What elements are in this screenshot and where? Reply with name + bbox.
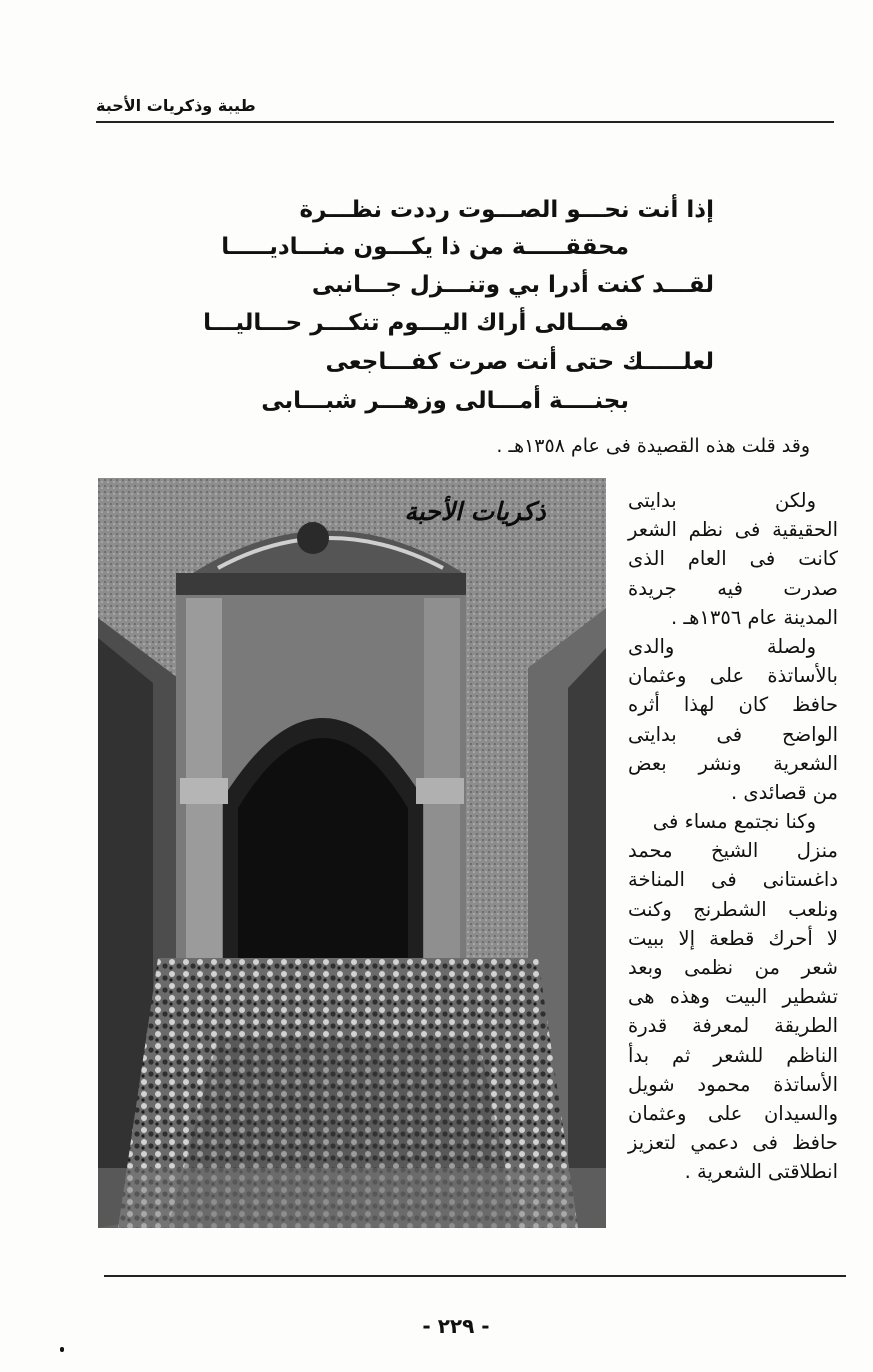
photo-caption: ذكريات الأحبة	[404, 497, 546, 526]
poem-line-6: بجنــــة أمـــالى وزهـــر شبـــابى	[261, 388, 629, 414]
body-line: والسيدان على وعثمان	[628, 1101, 838, 1125]
body-line: كانت فى العام الذى	[628, 547, 838, 571]
body-line: الطريقة لمعرفة قدرة	[628, 1014, 838, 1038]
body-line: الواضح فى بدايتى	[628, 722, 838, 746]
body-line: منزل الشيخ محمد	[628, 839, 838, 863]
scan-mark	[60, 1347, 64, 1352]
body-line: حافظ كان لهذا أثره	[628, 693, 838, 717]
poem-line-2: محققـــــة من ذا يكـــون منـــاديـــــا	[221, 234, 629, 260]
body-line: شعر من نظمى وبعد	[628, 956, 838, 979]
body-line: بالأساتذة على وعثمان	[628, 664, 838, 688]
poem-line-3: لقـــد كنت أدرا بي وتنـــزل جـــانبى	[311, 272, 714, 298]
body-line: الشعرية ونشر بعض	[628, 751, 838, 775]
body-line: من قصائدى .	[731, 780, 838, 804]
body-line: حافظ فى دعمي لتعزيز	[628, 1131, 838, 1155]
body-line: وكنا نجتمع مساء فى	[652, 810, 816, 834]
running-header-title: طيبة وذكريات الأحبة	[96, 96, 256, 115]
body-line: المدينة عام ١٣٥٦هـ .	[671, 605, 838, 629]
body-text-column	[628, 486, 838, 1187]
body-line: ونلعب الشطرنج وكنت	[628, 897, 838, 921]
body-line: الحقيقية فى نظم الشعر	[628, 518, 838, 542]
poem-line-5: لعلـــــك حتى أنت صرت كفـــاجعى	[325, 349, 714, 375]
body-line: صدرت فيه جريدة	[628, 576, 838, 600]
body-line: انطلاقتى الشعرية .	[684, 1160, 838, 1184]
body-line: الناظم للشعر ثم بدأ	[628, 1043, 838, 1067]
body-line: لا أحرك قطعة إلا ببيت	[628, 926, 838, 950]
page-number: - ٢٢٩ -	[422, 1314, 490, 1338]
composition-date-note: وقد قلت هذه القصيدة فى عام ١٣٥٨هـ .	[496, 435, 810, 457]
header-divider	[96, 121, 834, 123]
body-line: الأساتذة محمود شويل	[628, 1072, 838, 1096]
body-line: تشطير البيت وهذه هى	[628, 985, 838, 1009]
poem-line-1: إذا أنت نحـــو الصـــوت رددت نظـــرة	[299, 197, 714, 223]
historic-gate-photo	[98, 478, 606, 1228]
body-line: ولصلة والدى	[628, 634, 816, 658]
poem-line-4: فمـــالى أراك اليـــوم تنكـــر حـــاليـــا	[203, 310, 629, 336]
body-line: ولكن بدايتى	[628, 489, 816, 512]
body-line: داغستانى فى المناخة	[628, 868, 838, 892]
footer-divider	[104, 1275, 846, 1277]
